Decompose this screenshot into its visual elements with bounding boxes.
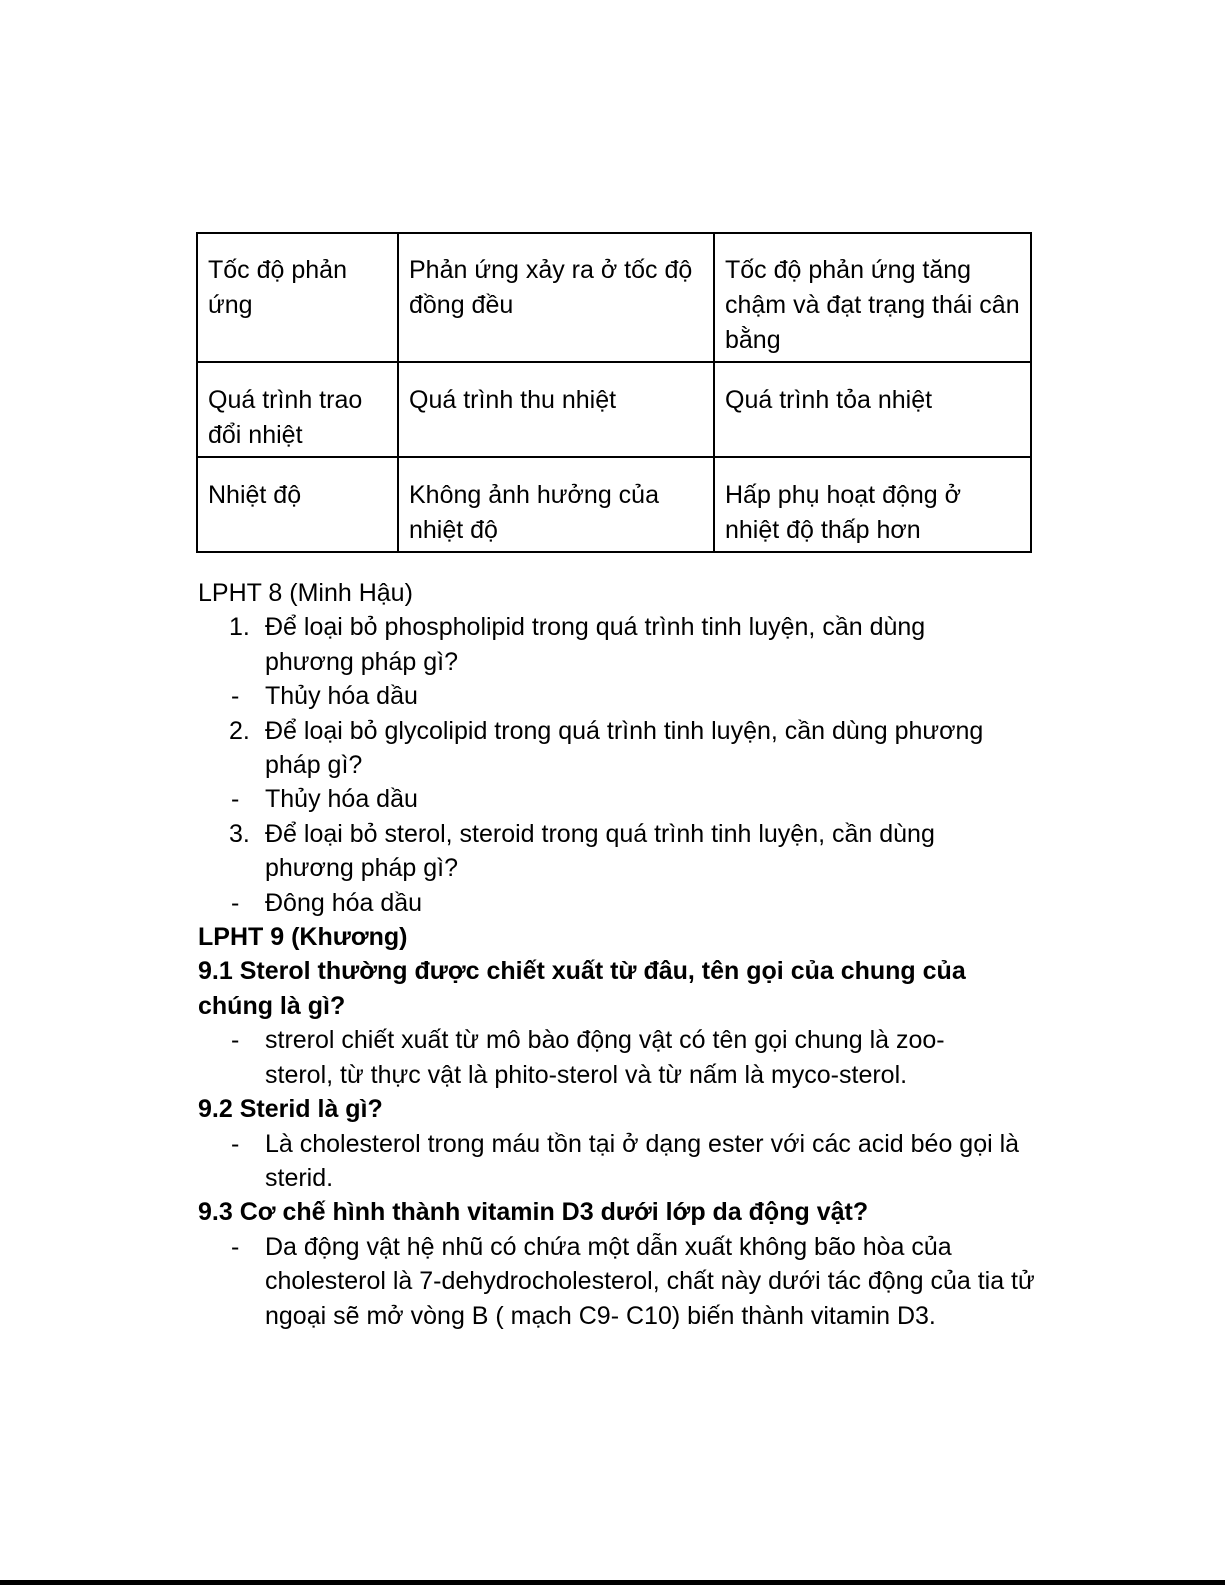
table-row <box>197 362 1031 457</box>
table-cell: Quá trình trao đổi nhiệt <box>197 362 398 457</box>
table-cell: Tốc độ phản ứng <box>197 233 398 362</box>
answer-text: Đông hóa dầu <box>265 888 423 917</box>
answer-text: Là cholesterol trong máu tồn tại ở dạng ester với các acid béo gọi là sterid. <box>265 1129 1020 1192</box>
dash-bullet: - <box>231 1232 240 1261</box>
list-number: 2. <box>229 716 250 745</box>
question-text: Để loại bỏ glycolipid trong quá trình tinh luyện, cần dùng phương pháp gì? <box>265 716 984 780</box>
table-cell: Nhiệt độ <box>197 457 398 552</box>
question-text: Để loại bỏ sterol, steroid trong quá trình tinh luyện, cần dùng phương pháp gì? <box>265 819 935 883</box>
table-row <box>197 457 1031 552</box>
list-item <box>198 714 1058 783</box>
answer-text: Da động vật hệ nhũ có chứa một dẫn xuất không bão hòa của cholesterol là 7-dehydrocholesterol, chất này dưới tác động của tia tử ngoại sẽ mở vòng B ( mạch C9- C10) biến thành vitamin D3. <box>265 1232 1035 1330</box>
question-text: Để loại bỏ phospholipid trong quá trình tinh luyện, cần dùng phương pháp gì? <box>265 613 926 676</box>
document-body <box>198 576 1058 1333</box>
table-cell: Phản ứng xảy ra ở tốc độ đồng đều <box>398 233 714 362</box>
page-bottom-edge <box>0 1580 1225 1585</box>
answer-item <box>198 1023 1058 1092</box>
answer-text: Thủy hóa dầu <box>265 785 418 814</box>
answer-text: Thủy hóa dầu <box>265 682 418 711</box>
dash-bullet: - <box>231 682 240 711</box>
answer-item <box>198 1127 1058 1196</box>
list-number: 1. <box>229 613 250 642</box>
answer-item <box>198 782 1058 816</box>
comparison-table <box>196 232 1032 553</box>
question-heading: 9.1 Sterol thường được chiết xuất từ đâu, tên gọi của chung của chúng là gì? <box>198 957 966 1020</box>
list-item <box>198 610 1058 679</box>
list-item <box>198 817 1058 886</box>
answer-item <box>198 679 1058 713</box>
section-title-lpht8: LPHT 8 (Minh Hậu) <box>198 579 413 607</box>
answer-text: strerol chiết xuất từ mô bào động vật có tên gọi chung là zoo-sterol, từ thực vật là phito-sterol và từ nấm là myco-sterol. <box>265 1026 945 1089</box>
table-cell: Không ảnh hưởng của nhiệt độ <box>398 457 714 552</box>
table-row <box>197 233 1031 362</box>
dash-bullet: - <box>231 1129 240 1158</box>
question-heading: 9.2 Sterid là gì? <box>198 1095 383 1124</box>
table-cell: Quá trình thu nhiệt <box>398 362 714 457</box>
section-title-lpht9: LPHT 9 (Khương) <box>198 923 408 952</box>
answer-item <box>198 1230 1058 1333</box>
dash-bullet: - <box>231 1026 240 1055</box>
answer-item <box>198 886 1058 920</box>
question-heading: 9.3 Cơ chế hình thành vitamin D3 dưới lớp da động vật? <box>198 1198 869 1227</box>
list-number: 3. <box>229 819 250 848</box>
dash-bullet: - <box>231 888 240 917</box>
table-cell: Tốc độ phản ứng tăng chậm và đạt trạng thái cân bằng <box>714 233 1031 362</box>
table-cell: Quá trình tỏa nhiệt <box>714 362 1031 457</box>
table-cell: Hấp phụ hoạt động ở nhiệt độ thấp hơn <box>714 457 1031 552</box>
dash-bullet: - <box>231 785 240 814</box>
